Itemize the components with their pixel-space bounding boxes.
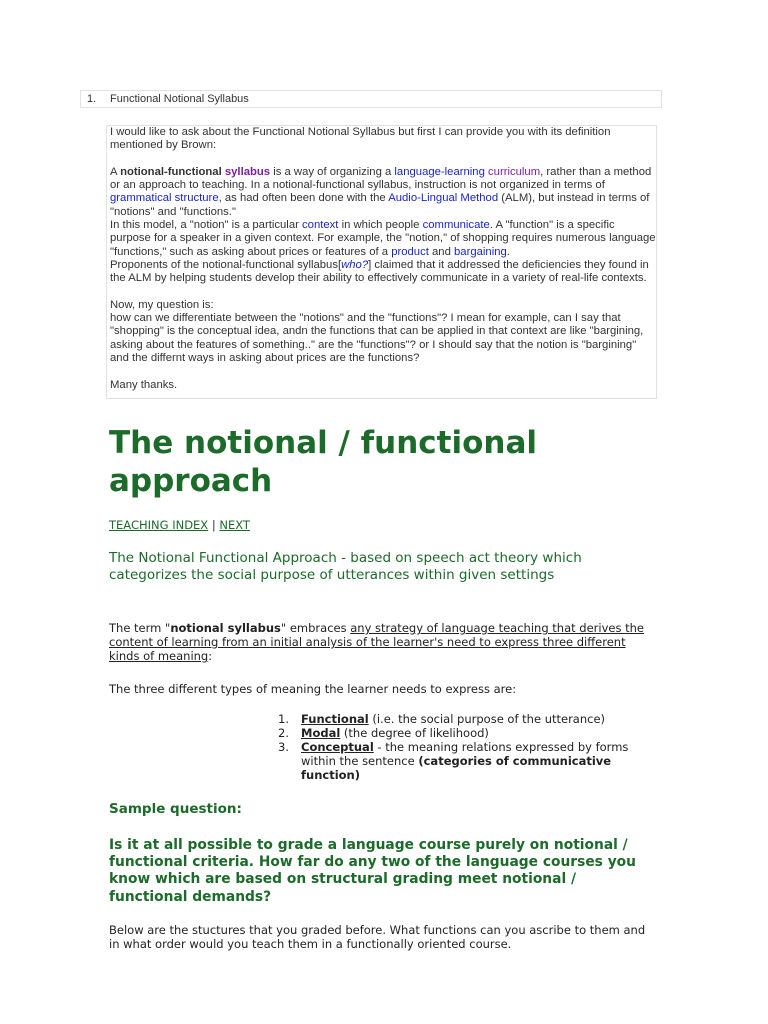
p1-text-2: " embraces bbox=[280, 621, 351, 635]
model-paragraph bbox=[110, 219, 656, 259]
link-syllabus[interactable]: syllabus bbox=[224, 165, 271, 178]
question-box bbox=[106, 125, 657, 399]
link-context[interactable]: context bbox=[302, 219, 339, 232]
list-number: 1. bbox=[278, 712, 289, 726]
proponents-text-1: Proponents of the notional-functional syllabus[ bbox=[110, 258, 342, 271]
next-link[interactable]: NEXT bbox=[219, 518, 250, 532]
def-text-1: is a way of organizing a bbox=[270, 165, 395, 178]
model-text-4: and bbox=[428, 245, 455, 258]
question-lead: Now, my question is: bbox=[110, 298, 214, 311]
p1-underlined-definition: any strategy of language teaching that derives the content of learning from an initial analysis of the learner's need to express three different kinds of meaning bbox=[109, 621, 644, 663]
list-desc: (the degree of likelihood) bbox=[340, 726, 489, 740]
question-intro: I would like to ask about the Functional Notional Syllabus but first I can provide you with its definition mentioned by Brown: bbox=[110, 126, 611, 152]
p1-text-1: The term " bbox=[109, 621, 171, 635]
list-term: Conceptual bbox=[301, 740, 374, 754]
sample-question-text: Is it at all possible to grade a language course purely on notional / functional criteria. How far do any two of the language courses you know which are based on structural grading meet notional / functional demands? bbox=[109, 837, 636, 905]
list-item bbox=[278, 712, 648, 726]
meaning-types-list bbox=[278, 712, 648, 782]
list-desc: - the meaning relations expressed by forms within the sentence bbox=[301, 740, 629, 768]
def-text-3: , as had often been done with the bbox=[218, 192, 389, 205]
model-text-5: . bbox=[506, 245, 510, 258]
nav-separator: | bbox=[208, 518, 220, 532]
sample-question-heading: Sample question: bbox=[109, 801, 242, 817]
link-language-learning[interactable]: language-learning bbox=[394, 165, 485, 178]
user-question: how can we differentiate between the "notions" and the "functions"? I mean for example, can I say that "shopping" is the conceptual idea, andn the functions that can be applied in that context are like "bargining, asking about the features of something.." are the "functions"? or I should say that the notion is "bargining" and the differnt ways in asking about prices are the functions? bbox=[110, 312, 644, 365]
subheading: The Notional Functional Approach - based on speech act theory which categorizes the social purpose of utterances within given settings bbox=[109, 550, 582, 584]
link-curriculum[interactable]: curriculum bbox=[488, 165, 541, 178]
question-number: 1. bbox=[87, 93, 97, 105]
list-number: 3. bbox=[278, 740, 289, 754]
definition-paragraph bbox=[110, 166, 656, 219]
def-text-4: (ALM), but instead in terms of "notions" and "functions." bbox=[110, 192, 650, 218]
model-text-1: In this model, a "notion" is a particular bbox=[110, 219, 303, 232]
notional-syllabus-paragraph bbox=[109, 621, 654, 663]
list-bold-tail: (categories of communicative function) bbox=[301, 754, 612, 782]
structures-paragraph: Below are the stuctures that you graded before. What functions can you ascribe to them and in what order would you teach them in a functionally oriented course. bbox=[109, 923, 646, 951]
page-title: The notional / functional approach bbox=[109, 425, 538, 499]
link-grammatical-structure[interactable]: grammatical structure bbox=[110, 192, 219, 205]
model-text-2: in which people bbox=[338, 219, 423, 232]
thanks-text: Many thanks. bbox=[110, 378, 178, 391]
list-number: 2. bbox=[278, 726, 289, 740]
list-item bbox=[278, 740, 648, 782]
model-text-3: . A "function" is a specific purpose for a speaker in a given context. For example, the "notion," of shopping requires numerous language "functions," such as asking about prices or features of a bbox=[110, 219, 656, 258]
list-item bbox=[278, 726, 648, 740]
link-audio-lingual-method[interactable]: Audio-Lingual Method bbox=[388, 192, 499, 205]
proponents-text-2: ] claimed that it addressed the deficiencies they found in the ALM by helping students develop their ability to effectively communicate in a variety of real-life contexts. bbox=[110, 258, 649, 285]
list-desc: (i.e. the social purpose of the utterance) bbox=[368, 712, 606, 726]
teaching-index-link[interactable]: TEACHING INDEX bbox=[109, 518, 209, 532]
proponents-paragraph bbox=[110, 259, 656, 286]
term-notional-functional: notional-functional bbox=[120, 165, 222, 178]
question-title-bar[interactable] bbox=[80, 90, 662, 108]
meaning-types-intro: The three different types of meaning the learner needs to express are: bbox=[109, 682, 517, 696]
def-text-a: A bbox=[110, 165, 121, 178]
def-text-2: , rather than a method or an approach to teaching. In a notional-functional syllabus, instruction is not organized in terms of bbox=[110, 165, 652, 192]
nav-links bbox=[109, 518, 250, 532]
list-term: Modal bbox=[301, 726, 341, 740]
p1-text-3: : bbox=[208, 649, 213, 663]
link-product[interactable]: product bbox=[391, 245, 429, 258]
list-term: Functional bbox=[301, 712, 369, 726]
notional-syllabus-term: notional syllabus bbox=[170, 621, 281, 635]
link-bargaining[interactable]: bargaining bbox=[454, 245, 507, 258]
question-title[interactable]: Functional Notional Syllabus bbox=[110, 93, 249, 105]
link-who[interactable]: who? bbox=[341, 258, 369, 271]
link-communicate[interactable]: communicate bbox=[422, 219, 490, 232]
